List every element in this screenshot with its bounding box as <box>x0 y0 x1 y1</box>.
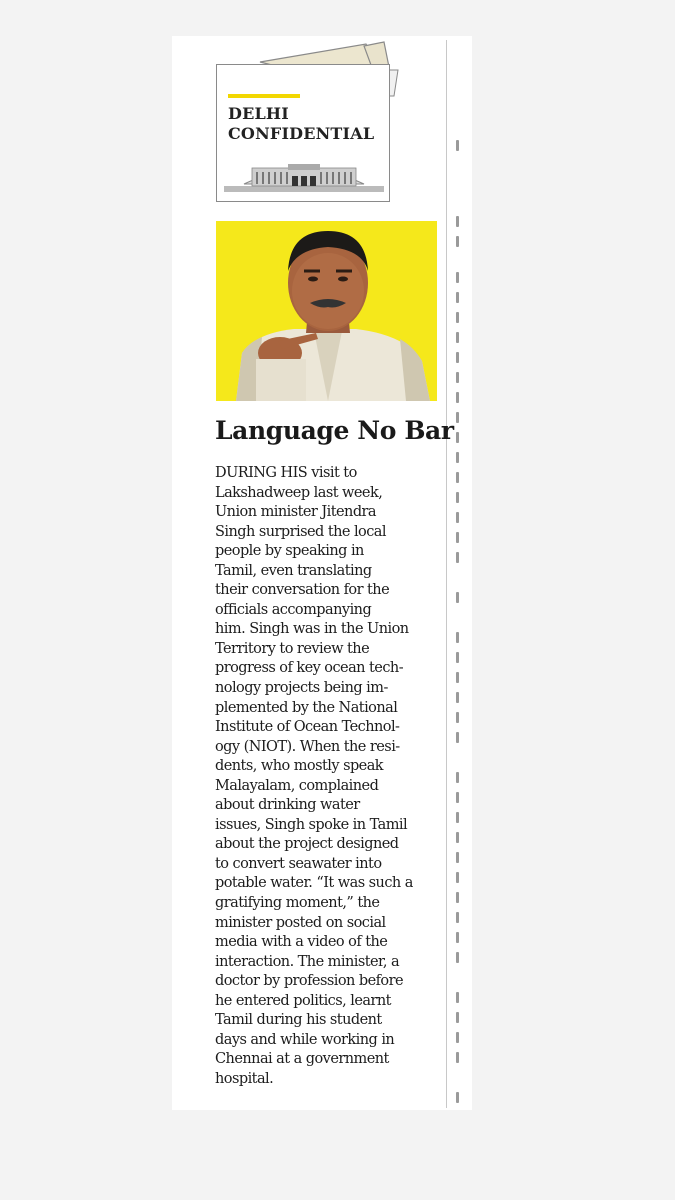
body-line: Tamil during his student <box>215 1012 382 1029</box>
person-portrait-icon <box>216 221 437 401</box>
body-line: people by speaking in <box>215 543 364 560</box>
logo-line-1: DELHI <box>228 104 289 123</box>
body-line: Malayalam, complained <box>215 777 379 794</box>
body-line: interaction. The minister, a <box>215 953 400 970</box>
body-line: hospital. <box>215 1070 274 1087</box>
body-line: nology projects being im- <box>215 680 388 697</box>
body-line: officials accompanying <box>215 601 372 618</box>
body-line: to convert seawater into <box>215 855 382 872</box>
body-line: dents, who mostly speak <box>215 758 384 775</box>
body-line: he entered politics, learnt <box>215 992 391 1009</box>
article-lead: DURING HIS <box>215 465 308 481</box>
body-line: Union minister Jitendra <box>215 504 377 521</box>
body-line: potable water. “It was such a <box>215 875 413 892</box>
body-line: issues, Singh spoke in Tamil <box>215 816 408 833</box>
body-line: ogy (NIOT). When the resi- <box>215 738 400 755</box>
body-line: about drinking water <box>215 797 360 814</box>
article-body <box>215 464 439 1090</box>
body-line: Territory to review the <box>215 640 370 657</box>
portrait-photo <box>216 221 437 401</box>
body-line: progress of key ocean tech- <box>215 660 404 677</box>
article-headline: Language No Bar <box>215 416 454 445</box>
body-line: Singh surprised the local <box>215 523 386 540</box>
body-line: DURING HIS visit to <box>215 465 357 481</box>
body-line: him. Singh was in the Union <box>215 621 409 638</box>
body-line: days and while working in <box>215 1031 395 1048</box>
body-line: Institute of Ocean Technol- <box>215 719 400 736</box>
logo-line-2: CONFIDENTIAL <box>228 124 375 143</box>
body-line: gratifying moment,” the <box>215 895 380 912</box>
body-line: plemented by the National <box>215 699 398 716</box>
body-line: their conversation for the <box>215 582 390 599</box>
logo-title <box>228 104 374 144</box>
parliament-building-icon <box>224 148 384 196</box>
adjacent-column-fragment <box>456 40 472 1108</box>
body-line: Chennai at a government <box>215 1051 389 1068</box>
logo-accent-bar <box>228 94 300 98</box>
body-line: Lakshadweep last week, <box>215 484 383 501</box>
column-logo <box>216 40 401 203</box>
body-line: Tamil, even translating <box>215 562 372 579</box>
body-line: doctor by profession before <box>215 973 404 990</box>
body-line: about the project designed <box>215 836 399 853</box>
body-line: media with a video of the <box>215 934 388 951</box>
body-line: minister posted on social <box>215 914 386 931</box>
column-divider <box>446 40 447 1108</box>
